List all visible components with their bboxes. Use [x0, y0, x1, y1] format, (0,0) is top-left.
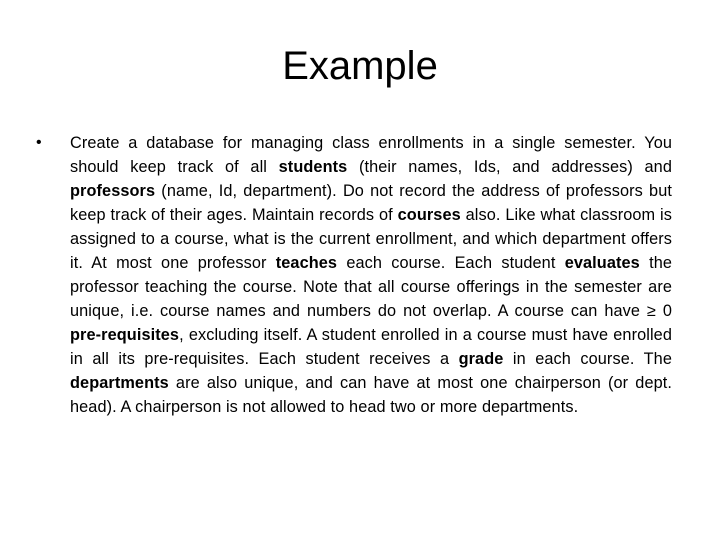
slide-title: Example: [282, 44, 438, 88]
bold-term-students: students: [278, 158, 348, 176]
bold-term-professors: professors: [70, 182, 156, 200]
bold-term-pre-requisites: pre-requisites: [70, 326, 180, 344]
text-run: each course. Each student: [337, 254, 565, 272]
bold-term-departments: departments: [70, 374, 169, 392]
bold-term-evaluates: evaluates: [564, 254, 640, 272]
text-run: , excluding itself. A student enrolled in a course must have enrolled in all its pre-requisites. Each student receives a: [70, 326, 672, 368]
bullet-item: [36, 131, 672, 419]
text-run: Create a database for managing class enrollments in a single semester. You should keep track of all: [70, 134, 672, 176]
bullet-icon: •: [36, 134, 42, 151]
text-run: also. Like what classroom is assigned to a course, what is the current enrollment, and which department offers it. At most one professor: [70, 206, 672, 272]
text-run: in each course. The: [503, 350, 672, 368]
bold-term-grade: grade: [458, 350, 504, 368]
bold-term-teaches: teaches: [275, 254, 338, 272]
text-run: the professor teaching the course. Note that all course offerings in the semester are unique, i.e. course names and numbers do not overlap. A course can have ≥ 0: [70, 254, 672, 320]
bullet-paragraph: [70, 131, 672, 419]
bullet-list: [36, 131, 672, 419]
text-run: are also unique, and can have at most one chairperson (or dept. head). A chairperson is not allowed to head two or more departments.: [70, 374, 672, 416]
text-run: (name, Id, department). Do not record the address of professors but keep track of their ages. Maintain records of: [70, 182, 672, 224]
text-run: (their names, Ids, and addresses) and: [347, 158, 672, 176]
bold-term-courses: courses: [397, 206, 461, 224]
